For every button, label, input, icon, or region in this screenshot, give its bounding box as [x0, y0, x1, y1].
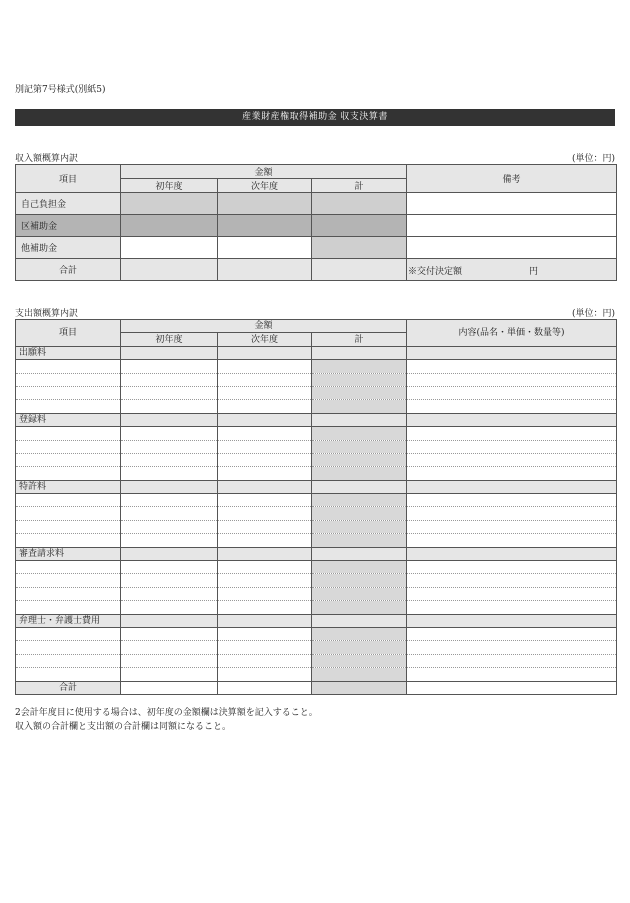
expense-entry-year2[interactable] [218, 561, 312, 574]
expense-entry-content[interactable] [407, 467, 617, 480]
expense-entry-row [16, 561, 617, 574]
expense-category-content [407, 480, 617, 493]
expense-entry-row [16, 427, 617, 440]
expense-entry-total[interactable] [312, 668, 407, 681]
grant-decision-label: ※交付決定額 [408, 267, 463, 277]
expense-entry-content[interactable] [407, 440, 617, 453]
income-header-amount: 金額 [121, 165, 407, 179]
income-cell-total[interactable] [312, 193, 407, 215]
expense-entry-year2[interactable] [218, 360, 312, 373]
expense-entry-item[interactable] [16, 520, 121, 533]
expense-category-year2 [218, 480, 312, 493]
expense-entry-year2[interactable] [218, 507, 312, 520]
expense-total-total[interactable] [312, 681, 407, 694]
expense-entry-year1[interactable] [121, 534, 218, 547]
income-unit: (単位：円) [571, 154, 615, 164]
expense-entry-year2[interactable] [218, 641, 312, 654]
expense-entry-content[interactable] [407, 386, 617, 399]
expense-entry-year1[interactable] [121, 641, 218, 654]
expense-entry-content[interactable] [407, 507, 617, 520]
expense-entry-year2[interactable] [218, 467, 312, 480]
expense-entry-item[interactable] [16, 654, 121, 667]
expense-entry-item[interactable] [16, 386, 121, 399]
expense-entry-row [16, 400, 617, 413]
expense-category-row [16, 547, 617, 560]
expense-category-year1 [121, 614, 218, 627]
expense-section-title: 支出額概算内訳 [15, 309, 79, 319]
expense-entry-year1[interactable] [121, 373, 218, 386]
expense-entry-item[interactable] [16, 534, 121, 547]
expense-entry-total[interactable] [312, 507, 407, 520]
expense-entry-row [16, 668, 617, 681]
expense-entry-row [16, 507, 617, 520]
expense-entry-total[interactable] [312, 360, 407, 373]
expense-category-row [16, 346, 617, 359]
expense-entry-total[interactable] [312, 601, 407, 614]
income-section-title: 収入額概算内訳 [15, 154, 79, 164]
income-cell-year1[interactable] [121, 237, 218, 259]
expense-header-year2: 次年度 [218, 333, 312, 346]
income-cell-remarks[interactable] [407, 215, 617, 237]
expense-entry-content[interactable] [407, 494, 617, 507]
expense-category-year2 [218, 346, 312, 359]
expense-category-content [407, 413, 617, 426]
expense-entry-row [16, 534, 617, 547]
expense-entry-row [16, 373, 617, 386]
expense-category-year1 [121, 413, 218, 426]
expense-entry-year2[interactable] [218, 373, 312, 386]
expense-table [15, 319, 617, 695]
expense-entry-item[interactable] [16, 561, 121, 574]
expense-entry-year2[interactable] [218, 654, 312, 667]
expense-total-label: 合計 [16, 681, 121, 694]
expense-header-item: 項目 [16, 320, 121, 347]
expense-category-year2 [218, 614, 312, 627]
expense-entry-year1[interactable] [121, 507, 218, 520]
expense-entry-year1[interactable] [121, 494, 218, 507]
income-row-label: 他補助金 [16, 237, 121, 259]
expense-header-amount: 金額 [121, 320, 407, 333]
expense-entry-content[interactable] [407, 561, 617, 574]
expense-entry-year1[interactable] [121, 601, 218, 614]
expense-entry-year2[interactable] [218, 453, 312, 466]
expense-header-total: 計 [312, 333, 407, 346]
income-row-label: 自己負担金 [16, 193, 121, 215]
expense-entry-row [16, 520, 617, 533]
expense-entry-row [16, 587, 617, 600]
expense-entry-year1[interactable] [121, 574, 218, 587]
expense-category-year2 [218, 547, 312, 560]
income-row-self-burden [16, 193, 617, 215]
expense-entry-item[interactable] [16, 641, 121, 654]
expense-entry-row [16, 574, 617, 587]
expense-entry-row [16, 386, 617, 399]
expense-total-year1[interactable] [121, 681, 218, 694]
expense-entry-row [16, 453, 617, 466]
expense-entry-year1[interactable] [121, 668, 218, 681]
expense-entry-item[interactable] [16, 400, 121, 413]
expense-entry-year1[interactable] [121, 587, 218, 600]
income-total-year1[interactable] [121, 259, 218, 281]
expense-entry-year1[interactable] [121, 561, 218, 574]
expense-body [16, 346, 617, 681]
income-total-label: 合計 [16, 259, 121, 281]
expense-entry-item[interactable] [16, 627, 121, 640]
expense-entry-year2[interactable] [218, 534, 312, 547]
expense-entry-total[interactable] [312, 534, 407, 547]
form-label: 別記第7号様式(別紙5) [15, 85, 106, 95]
expense-entry-total[interactable] [312, 427, 407, 440]
expense-entry-content[interactable] [407, 360, 617, 373]
expense-entry-year1[interactable] [121, 440, 218, 453]
income-total-total[interactable] [312, 259, 407, 281]
expense-entry-item[interactable] [16, 427, 121, 440]
expense-entry-total[interactable] [312, 641, 407, 654]
expense-entry-year2[interactable] [218, 440, 312, 453]
expense-category-total [312, 480, 407, 493]
income-cell-year2[interactable] [218, 193, 312, 215]
income-header-remarks: 備考 [407, 165, 617, 193]
expense-entry-content[interactable] [407, 654, 617, 667]
income-table [15, 164, 617, 281]
expense-entry-content[interactable] [407, 574, 617, 587]
expense-entry-row [16, 641, 617, 654]
expense-entry-year1[interactable] [121, 627, 218, 640]
expense-entry-item[interactable] [16, 440, 121, 453]
expense-entry-item[interactable] [16, 587, 121, 600]
expense-category-total [312, 346, 407, 359]
expense-entry-content[interactable] [407, 400, 617, 413]
expense-entry-item[interactable] [16, 360, 121, 373]
expense-entry-total[interactable] [312, 386, 407, 399]
expense-entry-total[interactable] [312, 467, 407, 480]
income-cell-year2[interactable] [218, 237, 312, 259]
expense-entry-year1[interactable] [121, 654, 218, 667]
expense-entry-year2[interactable] [218, 587, 312, 600]
income-cell-total[interactable] [312, 237, 407, 259]
income-row-ward-subsidy [16, 215, 617, 237]
expense-entry-total[interactable] [312, 574, 407, 587]
income-header-total: 計 [312, 179, 407, 193]
expense-entry-content[interactable] [407, 373, 617, 386]
expense-entry-year1[interactable] [121, 520, 218, 533]
income-cell-remarks[interactable] [407, 193, 617, 215]
expense-category-label: 特許料 [16, 480, 121, 493]
expense-entry-row [16, 627, 617, 640]
expense-entry-year2[interactable] [218, 386, 312, 399]
expense-category-content [407, 614, 617, 627]
expense-entry-row [16, 654, 617, 667]
expense-category-year2 [218, 413, 312, 426]
expense-entry-row [16, 467, 617, 480]
expense-entry-row [16, 440, 617, 453]
expense-entry-year2[interactable] [218, 494, 312, 507]
expense-entry-year2[interactable] [218, 574, 312, 587]
expense-entry-row [16, 494, 617, 507]
expense-entry-total[interactable] [312, 561, 407, 574]
expense-entry-content[interactable] [407, 587, 617, 600]
expense-entry-item[interactable] [16, 467, 121, 480]
income-cell-year1[interactable] [121, 193, 218, 215]
expense-entry-content[interactable] [407, 641, 617, 654]
expense-entry-year2[interactable] [218, 520, 312, 533]
expense-total-content[interactable] [407, 681, 617, 694]
expense-entry-content[interactable] [407, 601, 617, 614]
expense-header-year1: 初年度 [121, 333, 218, 346]
expense-entry-content[interactable] [407, 534, 617, 547]
expense-category-total [312, 413, 407, 426]
expense-category-total [312, 614, 407, 627]
expense-entry-year2[interactable] [218, 400, 312, 413]
expense-entry-year1[interactable] [121, 467, 218, 480]
expense-unit: (単位：円) [571, 309, 615, 319]
expense-total-year2[interactable] [218, 681, 312, 694]
expense-entry-total[interactable] [312, 520, 407, 533]
expense-entry-row [16, 601, 617, 614]
expense-entry-content[interactable] [407, 668, 617, 681]
expense-category-row [16, 480, 617, 493]
income-cell-total[interactable] [312, 215, 407, 237]
expense-entry-item[interactable] [16, 494, 121, 507]
expense-entry-item[interactable] [16, 574, 121, 587]
expense-entry-year2[interactable] [218, 627, 312, 640]
expense-entry-content[interactable] [407, 427, 617, 440]
expense-category-label: 弁理士・弁護士費用 [16, 614, 121, 627]
expense-category-year1 [121, 547, 218, 560]
expense-entry-row [16, 360, 617, 373]
expense-category-label: 出願料 [16, 346, 121, 359]
expense-category-label: 登録料 [16, 413, 121, 426]
note-1: 2会計年度目に使用する場合は、初年度の金額欄は決算額を記入すること。 [15, 708, 318, 718]
expense-row-total [16, 681, 617, 694]
expense-entry-item[interactable] [16, 601, 121, 614]
expense-entry-content[interactable] [407, 520, 617, 533]
expense-entry-total[interactable] [312, 494, 407, 507]
expense-entry-item[interactable] [16, 668, 121, 681]
expense-entry-year1[interactable] [121, 386, 218, 399]
expense-category-label: 審査請求料 [16, 547, 121, 560]
expense-entry-total[interactable] [312, 400, 407, 413]
income-cell-remarks[interactable] [407, 237, 617, 259]
expense-category-total [312, 547, 407, 560]
expense-category-year1 [121, 480, 218, 493]
expense-entry-total[interactable] [312, 373, 407, 386]
income-header-item: 項目 [16, 165, 121, 193]
income-row-other-subsidy [16, 237, 617, 259]
income-header-year2: 次年度 [218, 179, 312, 193]
expense-entry-year2[interactable] [218, 427, 312, 440]
income-row-total [16, 259, 617, 281]
note-2: 収入額の合計欄と支出額の合計欄は同額になること。 [15, 722, 232, 732]
expense-category-row [16, 413, 617, 426]
expense-entry-year1[interactable] [121, 400, 218, 413]
expense-entry-content[interactable] [407, 453, 617, 466]
expense-entry-item[interactable] [16, 507, 121, 520]
expense-category-content [407, 547, 617, 560]
expense-entry-year1[interactable] [121, 453, 218, 466]
income-cell-year1[interactable] [121, 215, 218, 237]
expense-entry-total[interactable] [312, 654, 407, 667]
expense-entry-year1[interactable] [121, 427, 218, 440]
expense-entry-item[interactable] [16, 453, 121, 466]
grant-unit-label: 円 [529, 267, 539, 277]
income-row-label: 区補助金 [16, 215, 121, 237]
expense-category-row [16, 614, 617, 627]
income-total-year2[interactable] [218, 259, 312, 281]
expense-header-content: 内容(品名・単価・数量等) [407, 320, 617, 347]
income-grant-amount-cell[interactable] [407, 259, 617, 281]
expense-entry-total[interactable] [312, 627, 407, 640]
expense-entry-year2[interactable] [218, 601, 312, 614]
expense-entry-year2[interactable] [218, 668, 312, 681]
expense-entry-total[interactable] [312, 587, 407, 600]
expense-entry-total[interactable] [312, 453, 407, 466]
expense-category-year1 [121, 346, 218, 359]
expense-entry-year1[interactable] [121, 360, 218, 373]
income-cell-year2[interactable] [218, 215, 312, 237]
expense-entry-item[interactable] [16, 373, 121, 386]
income-header-year1: 初年度 [121, 179, 218, 193]
expense-category-content [407, 346, 617, 359]
expense-entry-content[interactable] [407, 627, 617, 640]
document-title: 産業財産権取得補助金 収支決算書 [15, 109, 615, 126]
expense-entry-total[interactable] [312, 440, 407, 453]
